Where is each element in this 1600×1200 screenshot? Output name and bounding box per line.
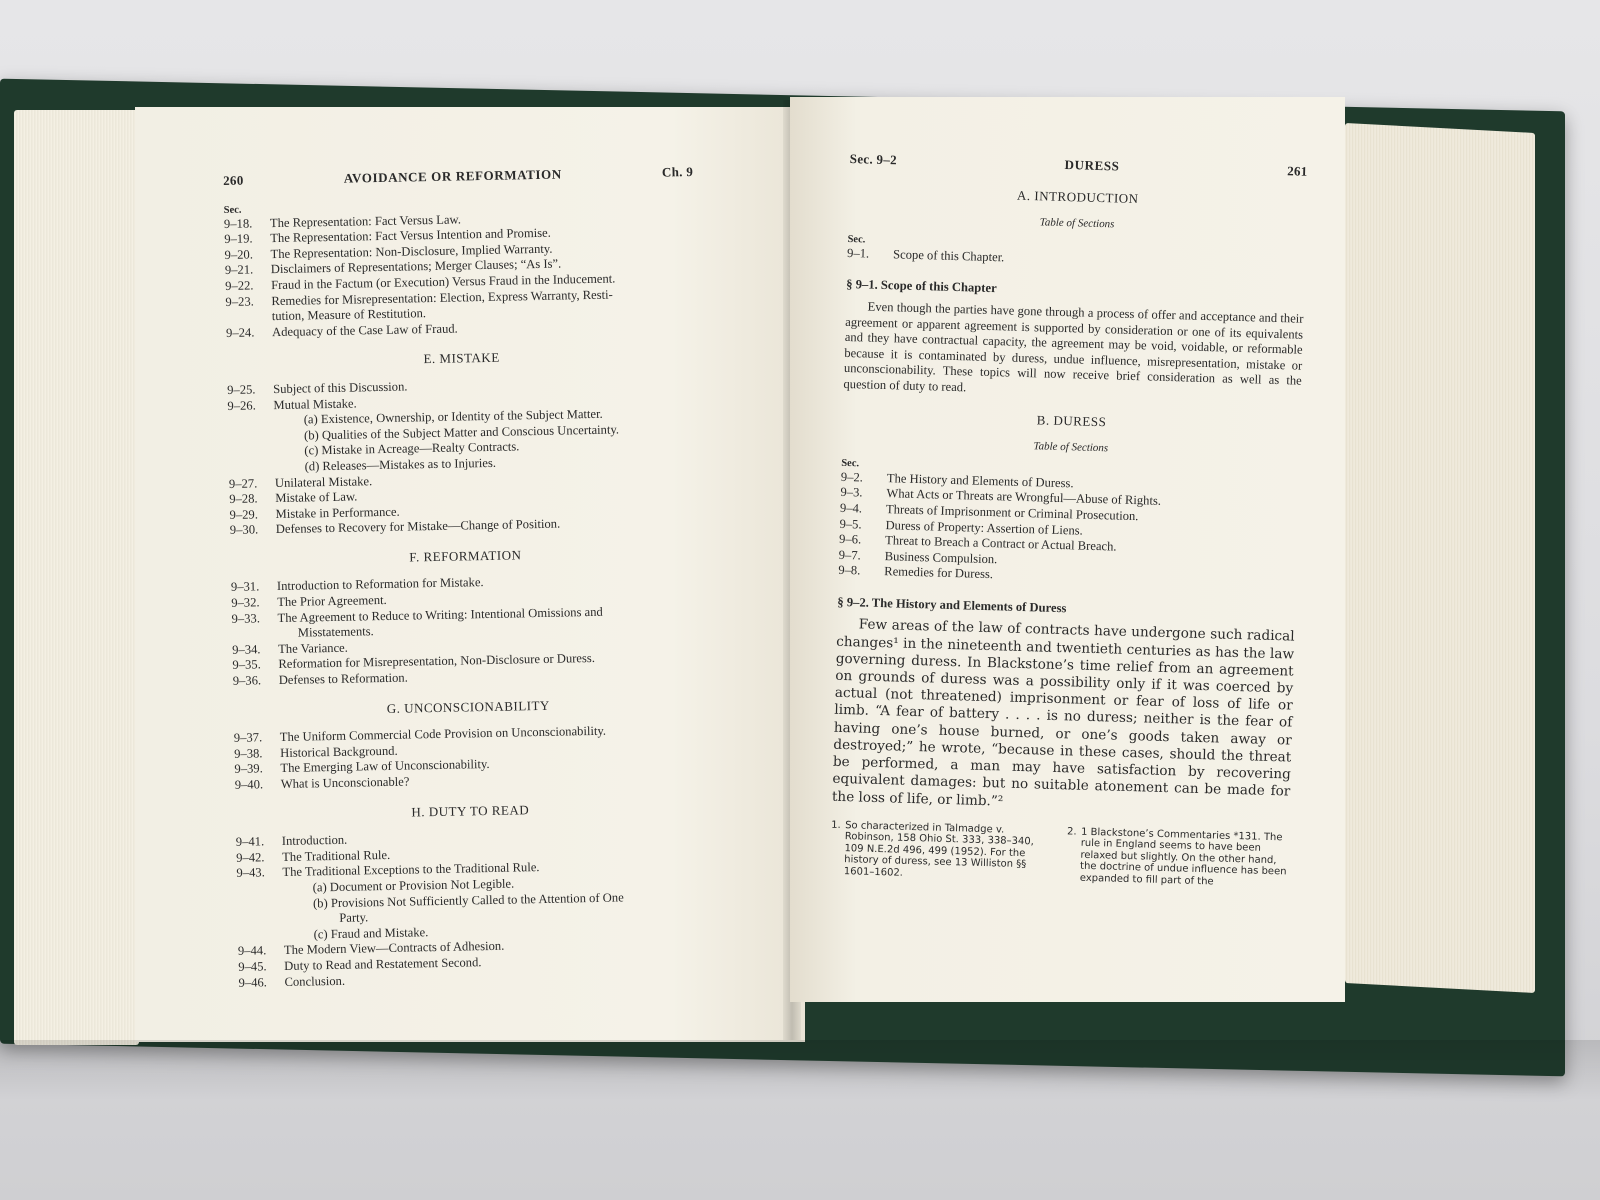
toc-entry-title: Party. [339,910,369,926]
toc-entry-title: (a) Existence, Ownership, or Identity of the Subject Matter. [303,406,603,427]
table-shadow [0,1040,1600,1100]
toc-entry-title: Remedies for Misrepresentation: Election, Express Warranty, Resti- [271,287,613,308]
toc-entry-number [237,881,283,897]
toc-entry-title: The Variance. [278,640,348,656]
toc-entry-number: 9–37. [233,730,263,746]
toc-entry-title: Misstatements. [297,624,374,640]
section-heading-duress: B. DURESS [1036,411,1107,429]
toc-entry-title: Threat to Breach a Contract or Actual Breach. [884,533,1117,554]
toc-entry-title: The Traditional Rule. [282,847,391,864]
toc-entry-title: Subject of this Discussion. [273,379,408,397]
sec-label: Sec. [841,457,860,470]
toc-entry-title: Conclusion. [284,973,346,989]
toc-entry-title: The Traditional Exceptions to the Traditional Rule. [282,860,540,880]
toc-entry-number: 9–3. [840,485,863,500]
toc-entry-number: 9–27. [228,475,258,491]
toc-entry-number: 9–19. [224,231,253,247]
right-running-title: DURESS [1064,157,1120,174]
toc-entry-number: 9–39. [234,761,263,777]
toc-entry-number [238,928,284,944]
paragraph-heading-scope: § 9–1. Scope of this Chapter [846,277,997,296]
toc-entry-number [228,413,274,429]
section-reference: Sec. 9–2 [849,151,898,168]
toc-entry-number: 9–1. [846,245,870,261]
toc-entry-number: 9–4. [839,500,863,516]
toc-entry-number: 9–41. [235,834,265,850]
section-heading-mistake: E. MISTAKE [423,350,500,367]
toc-entry-number: 9–32. [231,595,260,610]
toc-entry-title: Defenses to Reformation. [278,670,408,688]
toc-entry-number [232,626,278,642]
toc-entry-title: (b) Provisions Not Sufficiently Called to the Attention of One [312,890,624,910]
left-page [135,107,805,1042]
toc-entry-number: 9–33. [231,611,261,626]
toc-entry-number: 9–31. [230,579,260,595]
toc-entry-title: Unilateral Mistake. [274,473,373,490]
right-page [790,97,1345,1002]
toc-entry-title: (c) Fraud and Mistake. [313,924,429,942]
toc-entry-number: 9–43. [236,865,265,881]
section-heading-introduction: A. INTRODUCTION [1016,187,1139,206]
toc-entry-number: 9–25. [227,382,256,397]
page-edges-left [14,110,139,1045]
toc-entry-title: The Uniform Commercial Code Provision on Unconscionability. [279,723,607,745]
toc-entry-title: Business Compulsion. [884,548,998,566]
left-running-head [223,164,693,189]
footnote-1 [830,819,1054,883]
toc-entry-title: Defenses to Recovery for Mistake—Change of Position. [275,516,561,537]
toc-entry-number: 9–2. [840,469,864,485]
left-page-content [223,164,709,991]
toc-list-reformation [231,571,703,689]
toc-entry-title: The Representation: Fact Versus Intention and Promise. [270,225,551,246]
left-running-title: AVOIDANCE OR REFORMATION [343,166,562,186]
toc-entry-title: tution, Measure of Restitution. [271,306,427,324]
toc-entry-number [237,897,283,913]
toc-entry-title: (a) Document or Provision Not Legible. [312,876,515,895]
toc-entry-title: What Acts or Threats are Wrongful—Abuse of Rights. [886,486,1162,509]
footnote-number: 2. [1066,826,1077,838]
toc-list-duress [838,470,1299,592]
toc-entry-number: 9–42. [236,850,265,865]
toc-entry-title: Reformation for Misrepresentation, Non-Disclosure or Duress. [278,651,596,672]
toc-entry-number [228,444,274,460]
toc-entry-number: 9–46. [238,974,268,990]
toc-entry-number: 9–21. [224,262,254,278]
toc-entry-title: The Prior Agreement. [277,592,387,610]
right-page-content [830,151,1308,890]
toc-entry-title: Duty to Read and Restatement Second. [284,955,482,973]
toc-entry-number: 9–30. [229,522,259,538]
toc-entry-number: 9–29. [229,507,259,522]
toc-entry-number: 9–35. [232,657,261,673]
toc-entry-title: (c) Mistake in Acreage—Realty Contracts. [304,439,520,458]
toc-entry-number [226,309,272,325]
toc-entry-title: The Representation: Fact Versus Law. [269,212,462,230]
toc-entry-title: Adequacy of the Case Law of Fraud. [271,321,458,339]
toc-entry-title: Remedies for Duress. [884,564,994,582]
toc-list-duty-to-read [236,826,709,991]
footnotes [830,819,1289,890]
toc-entry-title: The Representation: Non-Disclosure, Implied Warranty. [270,241,553,261]
toc-entry-title: Mistake of Law. [275,489,358,506]
toc-entry-title: The Emerging Law of Unconscionability. [280,757,490,776]
footnote-2 [1066,826,1290,890]
toc-entry-number: 9–18. [223,216,253,231]
section-heading-duty-to-read: H. DUTY TO READ [411,801,530,820]
footnote-number: 1. [831,819,841,831]
toc-entry-title: Fraud in the Factum (or Execution) Versus Fraud in the Inducement. [271,271,616,293]
footnote-text: 1 Blackstone’s Commentaries *131. The rule in England seems to have been relaxed but slightly. On the other hand, the doctrine of undue influence has been expanded to fill part of the [1079,826,1287,888]
toc-entry-title: Duress of Property: Assertion of Liens. [885,517,1083,538]
toc-entry-number: 9–34. [232,642,261,657]
right-page-number: 261 [1286,163,1308,179]
toc-entry-number: 9–7. [838,547,861,563]
toc-entry-number: 9–38. [234,746,263,761]
toc-entry-title: Introduction to Reformation for Mistake. [276,575,484,594]
toc-entry-title: The Modern View—Contracts of Adhesion. [283,939,505,958]
toc-entry-title: The History and Elements of Duress. [886,470,1074,491]
section-heading-reformation: F. REFORMATION [409,547,522,565]
toc-list-mistake [227,374,700,539]
toc-entry-title: Mistake in Performance. [275,504,400,521]
toc-entry-title: Introduction. [281,832,348,849]
toc-entry-number: 9–8. [838,563,861,578]
toc-entry-number: 9–36. [232,673,262,688]
toc-entry-number: 9–26. [227,397,256,413]
sec-label: Sec. [223,204,242,216]
sec-label: Sec. [847,233,866,246]
toc-entry-title: (d) Releases—Mistakes as to Injuries. [304,455,497,474]
toc-list-unconscionability [234,722,705,793]
toc-entry-number: 9–45. [238,959,267,974]
toc-list-misrepresentation [224,208,696,342]
toc-entry-number [229,460,275,476]
left-page-number: 260 [223,172,244,188]
toc-entry-number: 9–20. [224,247,254,262]
footnote-text: So characterized in Talmadge v. Robinson, 158 Ohio St. 333, 338–340, 109 N.E.2d 496, 499 (1952). For the history of duress, see 13 Williston §§ 1601–1602. [843,819,1035,879]
toc-entry-title: The Agreement to Reduce to Writing: Intentional Omissions and [277,604,603,625]
page-edges-right [1345,123,1535,993]
toc-entry-number: 9–23. [225,293,254,309]
toc-entry-number: 9–24. [225,325,255,340]
chapter-label: Ch. 9 [661,163,694,180]
toc-entry-number: 9–44. [237,943,267,959]
toc-entry-title: Disclaimers of Representations; Merger Clauses; “As Is”. [270,256,562,277]
toc-entry-title: What is Unconscionable? [280,774,410,792]
toc-entry-number: 9–6. [838,531,862,547]
paragraph-history: Few areas of the law of contracts have undergone such radical changes¹ in the nineteenth and twentieth centuries as has the law governing duress. In Blackstone’s time relief from an agreement on grounds of duress was a possibility only if it was coerced by actual (not threatened) imprisonment or fear of loss of life or limb. “A fear of battery . . . . is no duress; neither is the fear of having one’s house burned, or one’s goods taken away or destroyed;” he wrote, “because in these cases, should the threat be performed, a man may have satisfaction by recovering equivalent damages: but no suitable atonement can be made for the loss of life, or limb.”² [831,616,1295,810]
toc-entry-number: 9–22. [225,278,254,293]
toc-entry-number: 9–28. [229,491,258,507]
toc-entry-number [228,429,274,445]
paragraph-heading-history: § 9–2. The History and Elements of Duress [837,594,1067,616]
toc-entry-number: 9–40. [234,777,264,792]
toc-entry-title: Mutual Mistake. [273,396,357,412]
section-heading-unconscionability: G. UNCONSCIONABILITY [386,697,550,716]
toc-entry-title: (b) Qualities of the Subject Matter and Conscious Uncertainty. [303,422,620,443]
toc-entry-number: 9–5. [839,516,862,531]
toc-entry-title: Historical Background. [280,743,398,760]
toc-entry-title: Scope of this Chapter. [892,247,1005,265]
table-of-sections-label: Table of Sections [1039,216,1115,231]
paragraph-scope: Even though the parties have gone through a process of offer and acceptance and their agreement or apparent agreement is supported by consideration or one of its equivalents and they have contractual capacity, the agreement may be void, voidable, or reformable because it is contaminated by duress, undue influence, misrepresentation, mistake or unconscionability. These topics will now receive brief consideration as well as the question of duty to read. [843,299,1304,395]
toc-entry-number [237,912,283,928]
right-running-head [850,151,1308,179]
table-of-sections-label: Table of Sections [1033,440,1109,455]
toc-entry-title: Threats of Imprisonment or Criminal Prosecution. [885,502,1139,524]
